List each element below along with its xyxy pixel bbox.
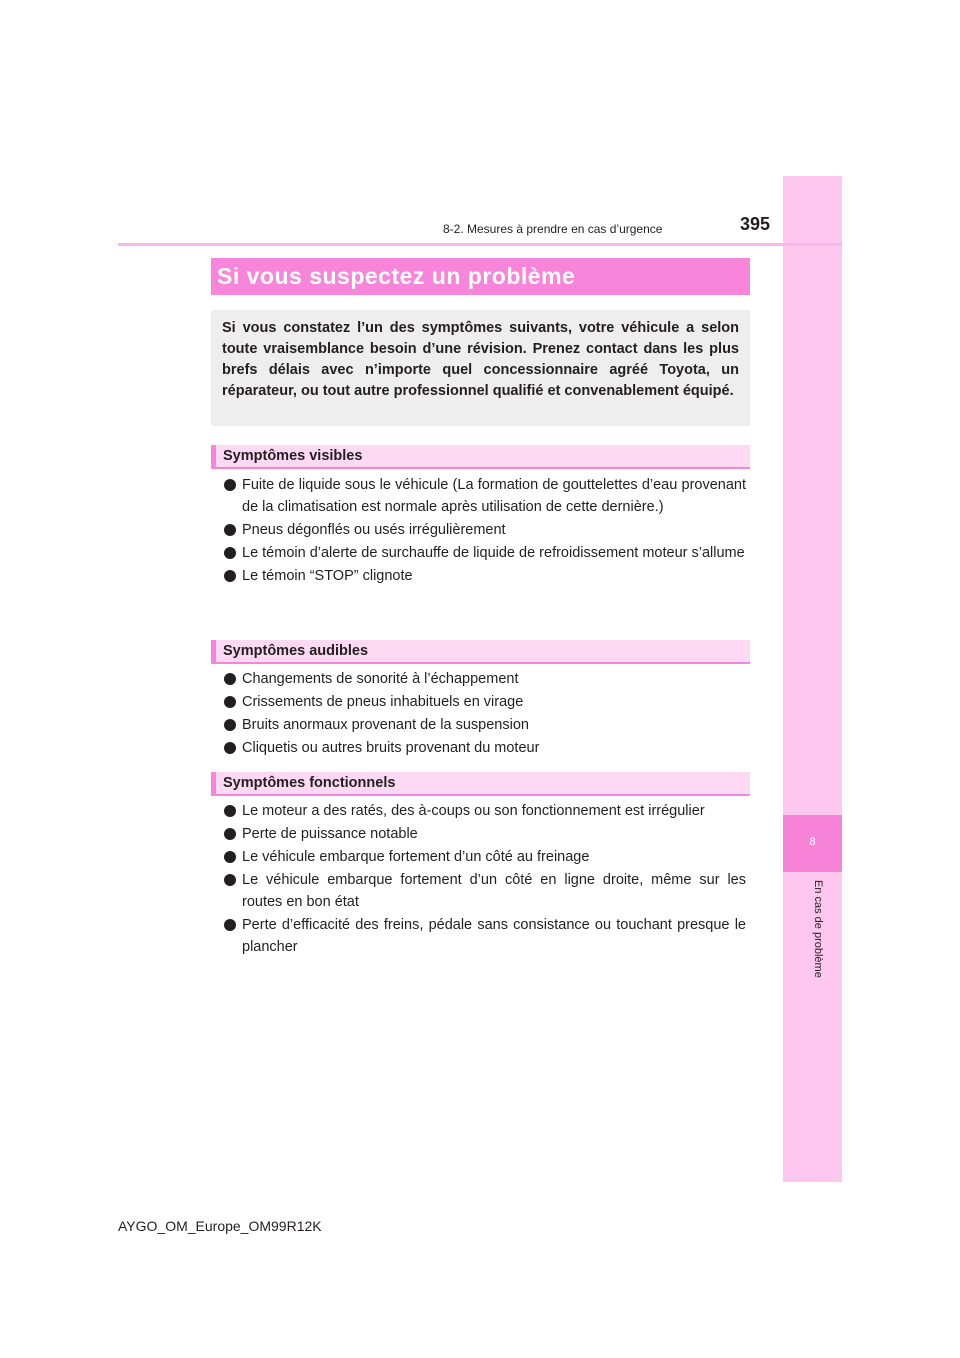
list-item: Le véhicule embarque fortement d’un côté en ligne droite, même sur les routes en bon état [223,869,746,913]
bullet-icon [224,919,236,931]
bullet-icon [224,805,236,817]
bullet-icon [224,828,236,840]
bullet-icon [224,874,236,886]
audible-symptoms-list [223,668,746,760]
chapter-side-tab [783,176,842,1182]
list-item: Crissements de pneus inhabituels en virage [223,691,746,713]
page-title: Si vous suspectez un problème [211,258,750,295]
document-footer: AYGO_OM_Europe_OM99R12K [118,1218,322,1234]
bullet-icon [224,547,236,559]
functional-symptoms-list [223,800,746,959]
list-item: Bruits anormaux provenant de la suspension [223,714,746,736]
list-item: Perte d’efficacité des freins, pédale sans consistance ou touchant presque le plancher [223,914,746,958]
list-item: Changements de sonorité à l’échappement [223,668,746,690]
chapter-number: 8 [809,836,816,848]
section-breadcrumb: 8-2. Mesures à prendre en cas d’urgence [443,222,663,236]
header-divider [118,243,842,246]
bullet-icon [224,673,236,685]
bullet-icon [224,742,236,754]
page-number: 395 [740,214,771,234]
list-item: Perte de puissance notable [223,823,746,845]
list-item: Le témoin d’alerte de surchauffe de liquide de refroidissement moteur s’allume [223,542,746,564]
list-item: Pneus dégonflés ou usés irrégulièrement [223,519,746,541]
list-item: Fuite de liquide sous le véhicule (La formation de gouttelettes d’eau provenant de la climatisation est normale après utilisation de cette dernière.) [223,474,746,518]
heading-visible-symptoms: Symptômes visibles [211,445,750,469]
bullet-icon [224,696,236,708]
list-item: Le moteur a des ratés, des à-coups ou son fonctionnement est irrégulier [223,800,746,822]
intro-box: Si vous constatez l’un des symptômes suivants, votre véhicule a selon toute vraisemblance besoin d’une révision. Prenez contact dans les plus brefs délais avec n’importe quel concessionnaire agréé Toyota, un réparateur, ou tout autre professionnel qualifié et convenablement équipé. [211,310,750,426]
list-item: Cliquetis ou autres bruits provenant du moteur [223,737,746,759]
list-item: Le témoin “STOP” clignote [223,565,746,587]
bullet-icon [224,479,236,491]
visible-symptoms-list [223,474,746,588]
bullet-icon [224,524,236,536]
heading-functional-symptoms: Symptômes fonctionnels [211,772,750,796]
heading-audible-symptoms: Symptômes audibles [211,640,750,664]
chapter-title: En cas de problème [812,880,824,978]
bullet-icon [224,851,236,863]
bullet-icon [224,719,236,731]
list-item: Le véhicule embarque fortement d’un côté au freinage [223,846,746,868]
bullet-icon [224,570,236,582]
